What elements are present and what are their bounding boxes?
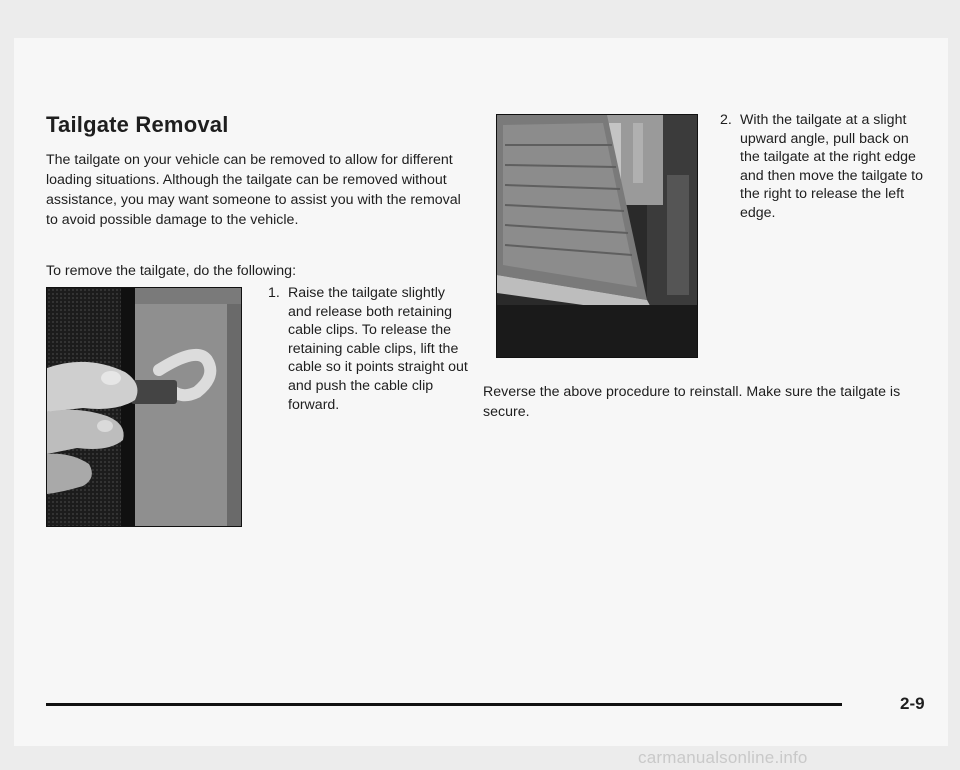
step-1-number: 1.	[268, 285, 280, 301]
step-2	[720, 111, 930, 223]
step-2-number: 2.	[720, 112, 732, 128]
closing-paragraph: Reverse the above procedure to reinstall. Make sure the tailgate is secure.	[483, 384, 901, 420]
footer-rule	[46, 703, 842, 706]
step-1	[268, 284, 468, 414]
tailgate-photo	[496, 114, 698, 358]
intro-paragraph: The tailgate on your vehicle can be removed to allow for different loading situations. Although the tailgate can be removed without assistance, you may want someone to assist you with the removal to avoid possible damage to the vehicle.	[46, 152, 461, 228]
step-2-text: With the tailgate at a slight upward angle, pull back on the tailgate at the right edge and then move the tailgate to the right to release the left edge.	[740, 112, 923, 221]
step-1-text: Raise the tailgate slightly and release both retaining cable clips. To release the retaining cable clips, lift the cable so it points straight out and push the cable clip forward.	[288, 285, 468, 413]
page-number: 2-9	[900, 694, 925, 713]
cable-clip-photo	[46, 287, 242, 527]
section-title: Tailgate Removal	[46, 112, 229, 137]
lead-sentence: To remove the tailgate, do the following:	[46, 263, 297, 279]
watermark: carmanualsonline.info	[638, 748, 808, 767]
